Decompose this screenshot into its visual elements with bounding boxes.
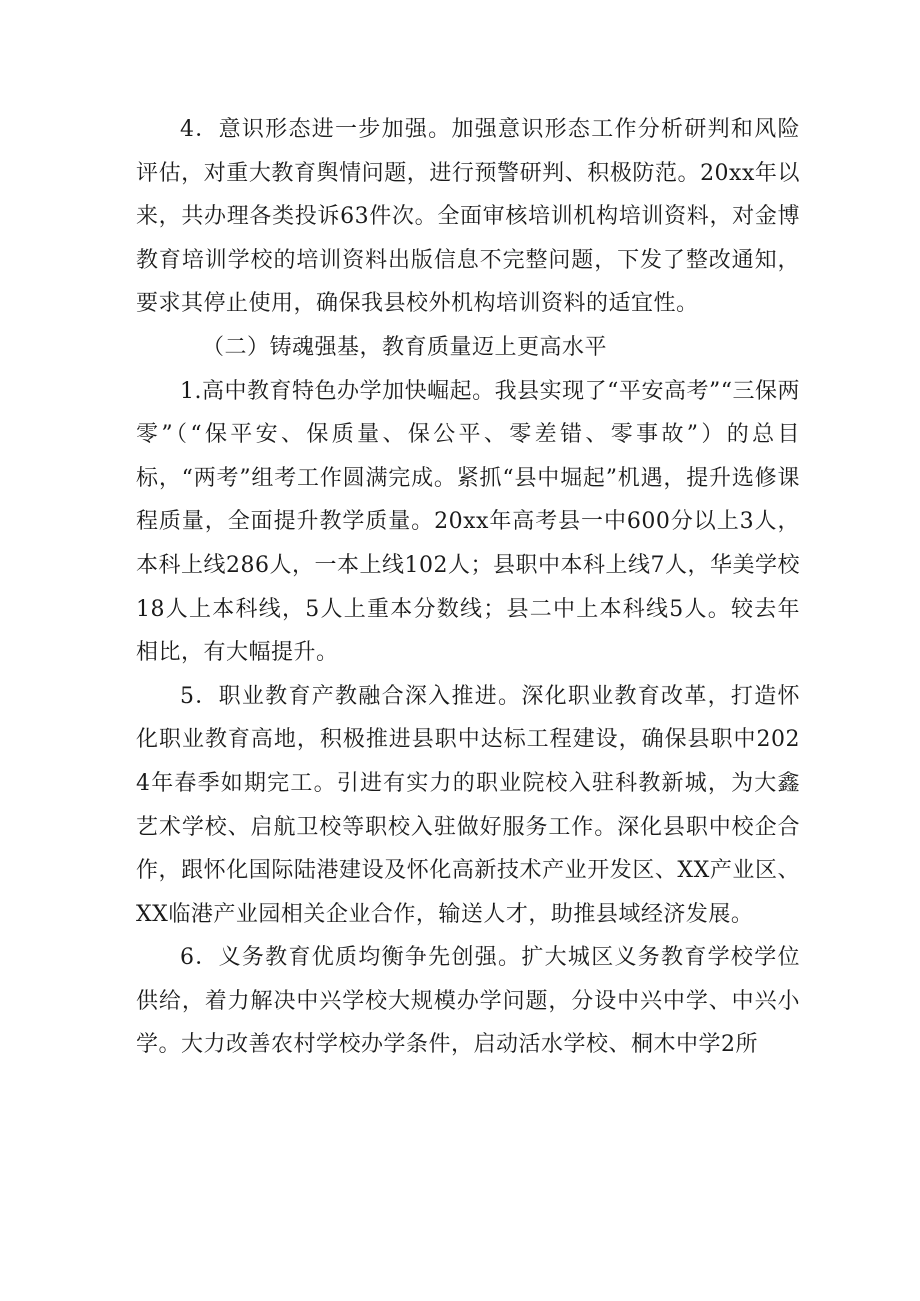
document-page — [136, 108, 800, 1067]
paragraph-ideology: 4．意识形态进一步加强。加强意识形态工作分析研判和风险评估，对重大教育舆情问题，进行预警研判、积极防范。20xx年以来，共办理各类投诉63件次。全面审核培训机构培训资料，对金博教育培训学校的培训资料出版信息不完整问题，下发了整改通知，要求其停止使用，确保我县校外机构培训资料的适宜性。 — [136, 117, 800, 317]
paragraph-compulsory: 6．义务教育优质均衡争先创强。扩大城区义务教育学校学位供给，着力解决中兴学校大规模办学问题，分设中兴中学、中兴小学。大力改善农村学校办学条件，启动活水学校、桐木中学2所 — [136, 945, 800, 1058]
paragraph-vocational: 5．职业教育产教融合深入推进。深化职业教育改革，打造怀化职业教育高地，积极推进县职中达标工程建设，确保县职中2024年春季如期完工。引进有实力的职业院校入驻科教新城，为大鑫艺术学校、启航卫校等职校入驻做好服务工作。深化县职中校企合作，跟怀化国际陆港建设及怀化高新技术产业开发区、XX产业区、XX临港产业园相关企业合作，输送人才，助推县域经济发展。 — [136, 683, 800, 927]
section-heading-education-quality: （二）铸魂强基，教育质量迈上更高水平 — [202, 334, 608, 360]
paragraph-high-school: 1.高中教育特色办学加快崛起。我县实现了“平安高考”“三保两零”（“保平安、保质量、保公平、零差错、零事故”）的总目标，“两考”组考工作圆满完成。紧抓“县中堀起”机遇，提升选修课程质量，全面提升教学质量。20xx年高考县一中600分以上3人，本科上线286人，一本上线102人；县职中本科上线7人，华美学校18人上本科线，5人上重本分数线；县二中上本科线5人。较去年相比，有大幅提升。 — [136, 378, 800, 666]
